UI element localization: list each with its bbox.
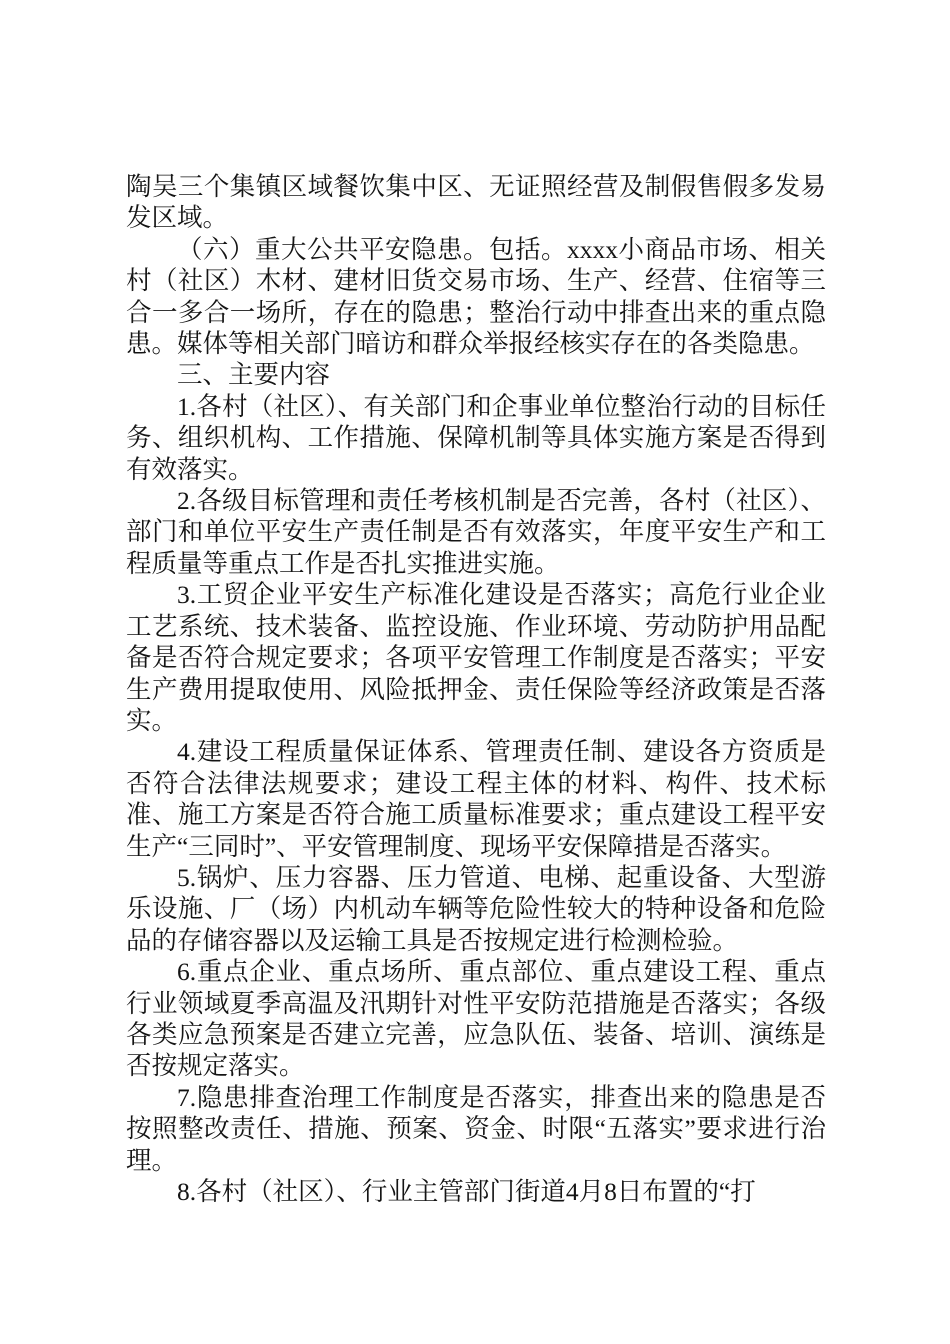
paragraph: 7.隐患排查治理工作制度是否落实，排查出来的隐患是否按照整改责任、措施、预案、资金、时限“五落实”要求进行治理。: [126, 1082, 826, 1175]
paragraph: （六）重大公共平安隐患。包括。xxxx小商品市场、相关村（社区）木材、建材旧货交易市场、生产、经营、住宿等三合一多合一场所，存在的隐患；整治行动中排查出来的重点隐患。媒体等相关部门暗访和群众举报经核实存在的各类隐患。: [126, 234, 826, 359]
paragraph: 5.锅炉、压力容器、压力管道、电梯、起重设备、大型游乐设施、厂（场）内机动车辆等危险性较大的特种设备和危险品的存储容器以及运输工具是否按规定进行检测检验。: [126, 862, 826, 955]
paragraph: 8.各村（社区）、行业主管部门街道4月8日布置的“打: [177, 1177, 756, 1206]
paragraph: 2.各级目标管理和责任考核机制是否完善，各村（社区）、部门和单位平安生产责任制是否有效落实，年度平安生产和工程质量等重点工作是否扎实推进实施。: [126, 486, 826, 578]
paragraph: 三、主要内容: [177, 360, 331, 390]
paragraph: 陶吴三个集镇区域餐饮集中区、无证照经营及制假售假多发易发区域。: [126, 172, 826, 233]
paragraph: 4.建设工程质量保证体系、管理责任制、建设各方资质是否符合法律法规要求；建设工程主体的材料、构件、技术标准、施工方案是否符合施工质量标准要求；重点建设工程平安生产“三同时”、平安管理制度、现场平安保障措是否落实。: [126, 737, 826, 861]
paragraph: 3.工贸企业平安生产标准化建设是否落实；高危行业企业工艺系统、技术装备、监控设施、作业环境、劳动防护用品配备是否符合规定要求；各项平安管理工作制度是否落实；平安生产费用提取使用、风险抵押金、责任保险等经济政策是否落实。: [126, 580, 826, 735]
paragraph: 6.重点企业、重点场所、重点部位、重点建设工程、重点行业领域夏季高温及汛期针对性平安防范措施是否落实；各级各类应急预案是否建立完善，应急队伍、装备、培训、演练是否按规定落实。: [126, 957, 826, 1081]
paragraph: 1.各村（社区）、有关部门和企事业单位整治行动的目标任务、组织机构、工作措施、保障机制等具体实施方案是否得到有效落实。: [126, 391, 826, 484]
